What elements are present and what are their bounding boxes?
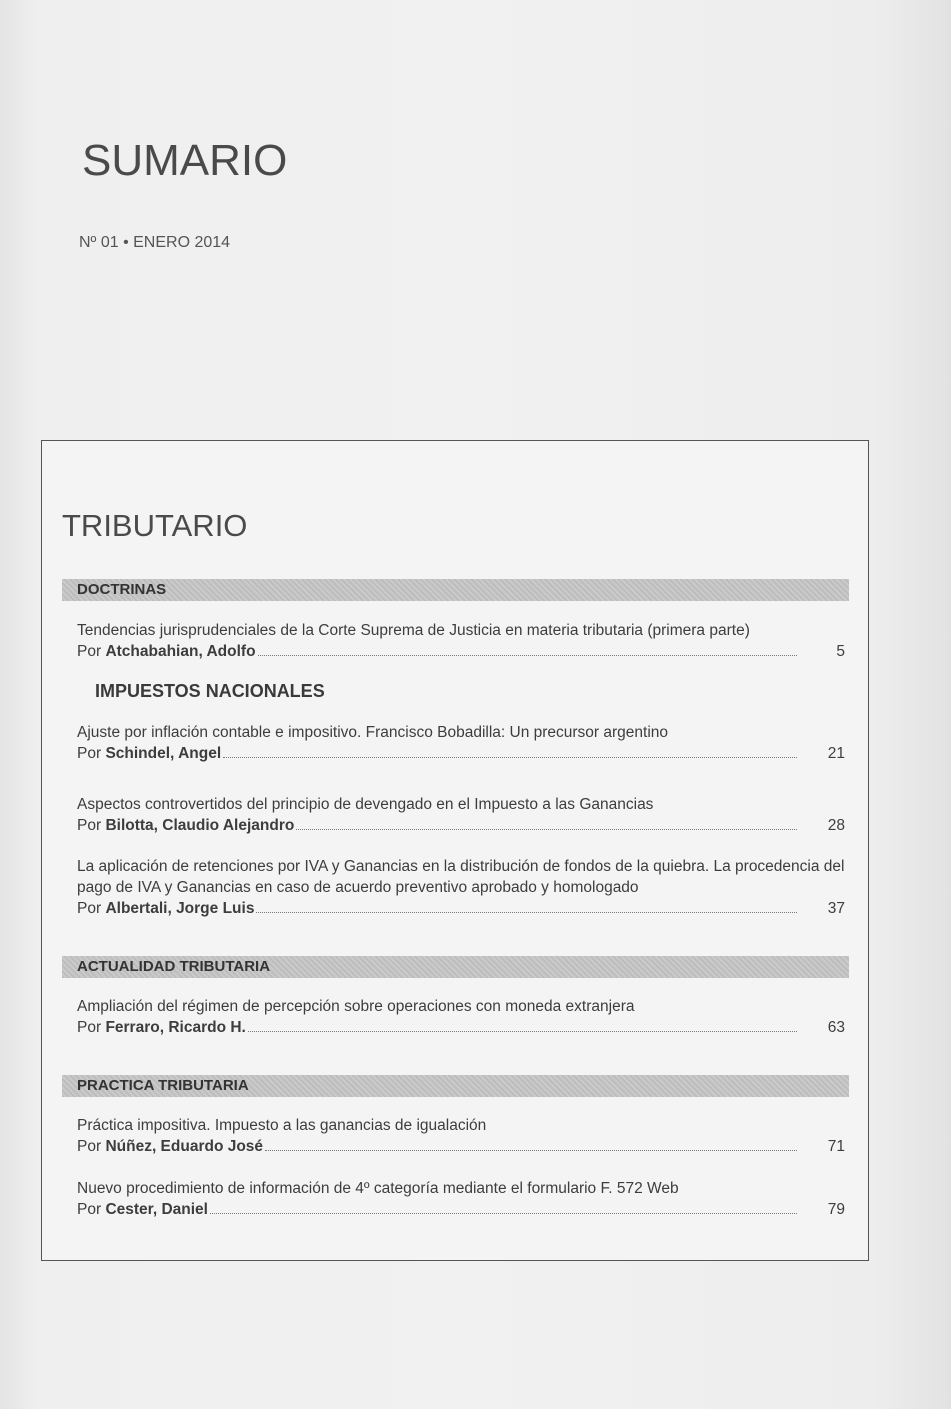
- entry-author: Atchabahian, Adolfo: [105, 643, 256, 660]
- entry-author: Albertali, Jorge Luis: [105, 900, 255, 917]
- entry-page: 63: [827, 1019, 845, 1036]
- bar-actualidad-tributaria: [62, 956, 849, 978]
- entry-author: Schindel, Angel: [105, 745, 222, 762]
- entry-page: 37: [827, 900, 845, 917]
- toc-entry[interactable]: [77, 996, 845, 1038]
- entry-title: Ajuste por inflación contable e impositivo. Francisco Bobadilla: Un precursor argentino: [77, 724, 669, 741]
- entry-byline: [77, 1199, 845, 1220]
- entry-prefix: Por: [77, 745, 106, 762]
- bar-label: PRACTICA TRIBUTARIA: [77, 1077, 249, 1094]
- toc-entry[interactable]: [77, 722, 845, 764]
- leader-dots: [210, 1212, 797, 1214]
- entry-title: Nuevo procedimiento de información de 4º categoría mediante el formulario F. 572 Web: [77, 1180, 679, 1197]
- entry-author: Bilotta, Claudio Alejandro: [105, 817, 295, 834]
- entry-title: Ampliación del régimen de percepción sobre operaciones con moneda extranjera: [77, 998, 635, 1015]
- entry-prefix: Por: [77, 900, 106, 917]
- entry-byline: [77, 1017, 845, 1038]
- entry-page: 28: [827, 817, 845, 834]
- leader-dots: [248, 1030, 797, 1032]
- entry-title: La aplicación de retenciones por IVA y Ganancias en la distribución de fondos de la quiebra. La procedencia del pago de IVA y Ganancias en caso de acuerdo preventivo aprobado y homologado: [77, 858, 845, 896]
- leader-dots: [223, 756, 797, 758]
- entry-prefix: Por: [77, 1138, 106, 1155]
- leader-dots: [256, 911, 797, 913]
- page-title: SUMARIO: [82, 136, 288, 185]
- entry-author: Núñez, Eduardo José: [105, 1138, 264, 1155]
- entry-prefix: Por: [77, 1019, 106, 1036]
- entry-prefix: Por: [77, 817, 106, 834]
- toc-entry[interactable]: [77, 856, 845, 919]
- entry-byline: [77, 898, 845, 919]
- entry-page: 71: [827, 1138, 845, 1155]
- subsection-title: IMPUESTOS NACIONALES: [95, 681, 325, 701]
- entry-page: 5: [836, 643, 845, 660]
- leader-dots: [296, 828, 797, 830]
- bar-practica-tributaria: [62, 1075, 849, 1097]
- bar-label: DOCTRINAS: [77, 581, 167, 598]
- entry-title: Aspectos controvertidos del principio de devengado en el Impuesto a las Ganancias: [77, 796, 654, 813]
- entry-title: Práctica impositiva. Impuesto a las ganancias de igualación: [77, 1117, 487, 1134]
- leader-dots: [265, 1149, 797, 1151]
- entry-page: 21: [827, 745, 845, 762]
- section-title: TRIBUTARIO: [62, 508, 248, 543]
- bar-doctrinas: [62, 579, 849, 601]
- entry-byline: [77, 815, 845, 836]
- entry-byline: [77, 1136, 845, 1157]
- toc-entry[interactable]: [77, 794, 845, 836]
- entry-byline: [77, 743, 845, 764]
- toc-entry[interactable]: [77, 620, 845, 662]
- entry-title: Tendencias jurisprudenciales de la Corte Suprema de Justicia en materia tributaria (primera parte): [77, 622, 750, 639]
- entry-prefix: Por: [77, 643, 106, 660]
- entry-author: Cester, Daniel: [105, 1201, 208, 1218]
- toc-entry[interactable]: [77, 1178, 845, 1220]
- entry-page: 79: [827, 1201, 845, 1218]
- entry-prefix: Por: [77, 1201, 106, 1218]
- toc-entry[interactable]: [77, 1115, 845, 1157]
- leader-dots: [258, 654, 797, 656]
- entry-author: Ferraro, Ricardo H.: [105, 1019, 246, 1036]
- bar-label: ACTUALIDAD TRIBUTARIA: [77, 958, 271, 975]
- entry-byline: [77, 641, 845, 662]
- issue-info: Nº 01 • ENERO 2014: [79, 234, 231, 251]
